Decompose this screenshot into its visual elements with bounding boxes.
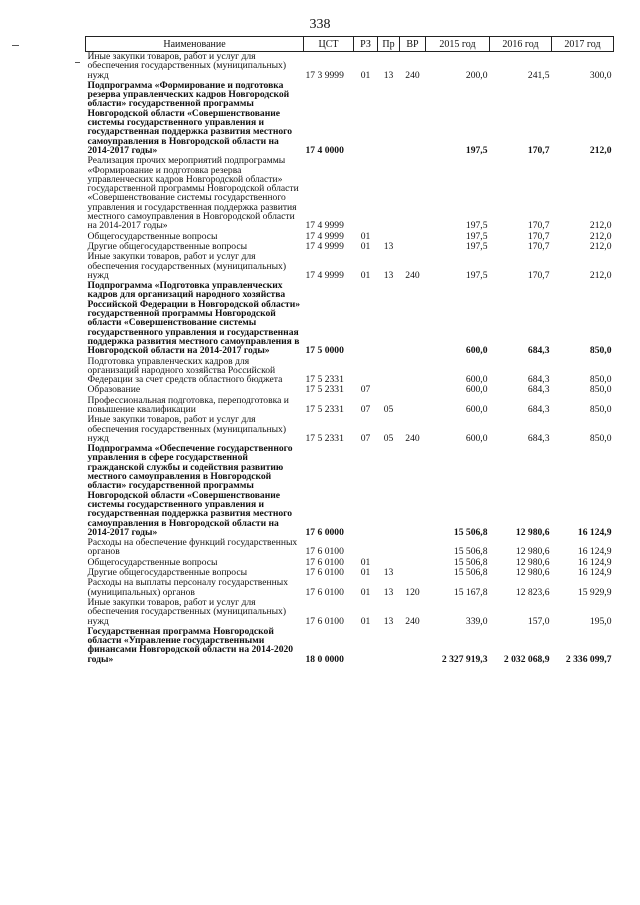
row-2016: 2 032 068,9 bbox=[503, 653, 550, 665]
row-2016: 12 980,6 bbox=[515, 556, 550, 568]
row-rz: 01 bbox=[360, 269, 371, 281]
row-rz bbox=[354, 156, 378, 231]
table-row bbox=[86, 627, 614, 665]
row-2015: 2 327 919,3 bbox=[441, 653, 488, 665]
row-2017: 16 124,9 bbox=[577, 567, 612, 579]
row-vr: 240 bbox=[405, 69, 420, 81]
row-pr bbox=[378, 357, 400, 386]
row-vr bbox=[400, 558, 426, 568]
row-rz: 01 bbox=[360, 586, 371, 598]
row-2015: 197,5 bbox=[465, 144, 488, 156]
row-2017: 16 124,9 bbox=[577, 546, 612, 558]
row-rz bbox=[354, 81, 378, 156]
row-2015: 197,5 bbox=[465, 220, 488, 232]
table-header-row bbox=[86, 37, 614, 52]
row-cst: 17 5 2331 bbox=[305, 384, 344, 396]
row-vr bbox=[400, 357, 426, 386]
row-2017: 850,0 bbox=[589, 384, 612, 396]
row-name: Государственная программа Новгородской области «Управление государственными финансами Новгородской области на 2014-2020 годы» bbox=[87, 625, 294, 665]
header-vr: ВР bbox=[400, 37, 426, 52]
row-2015: 197,5 bbox=[465, 240, 488, 252]
row-pr: 13 bbox=[383, 69, 394, 81]
row-2016: 241,5 bbox=[527, 69, 550, 81]
table-row bbox=[86, 444, 614, 538]
row-rz bbox=[354, 357, 378, 386]
row-2017: 300,0 bbox=[589, 69, 612, 81]
row-pr bbox=[378, 538, 400, 558]
row-2017: 212,0 bbox=[589, 220, 612, 232]
row-vr bbox=[400, 81, 426, 156]
row-2015: 197,5 bbox=[465, 269, 488, 281]
row-cst: 17 5 2331 bbox=[305, 403, 344, 415]
row-cst: 17 4 0000 bbox=[305, 144, 344, 156]
row-rz bbox=[354, 627, 378, 665]
row-vr bbox=[400, 242, 426, 252]
row-2016: 170,7 bbox=[527, 240, 550, 252]
row-pr: 13 bbox=[383, 615, 394, 627]
row-2016: 170,7 bbox=[527, 220, 550, 232]
row-2016: 170,7 bbox=[527, 230, 550, 242]
row-2017: 195,0 bbox=[589, 615, 612, 627]
row-name: Подготовка управленческих кадров для организаций народного хозяйства Российской Федерации за счет средств областного бюджета bbox=[87, 355, 283, 386]
row-2016: 684,3 bbox=[527, 345, 550, 357]
row-vr: 240 bbox=[405, 615, 420, 627]
row-2016: 684,3 bbox=[527, 403, 550, 415]
row-2017: 850,0 bbox=[589, 374, 612, 386]
margin-mark bbox=[12, 45, 19, 46]
row-vr bbox=[400, 444, 426, 538]
row-name: Подпрограмма «Подготовка управленческих кадров для организаций народного хозяйства Российской Федерации в Новгородской области» государственной программы Новгородской области «Совершенствование системы государственного управления и государственная поддержка развития местного самоуправления в Новгородской области на 2014-2017 годы» bbox=[87, 280, 301, 357]
row-2016: 12 823,6 bbox=[515, 586, 550, 598]
row-cst: 17 6 0100 bbox=[305, 567, 344, 579]
row-rz: 01 bbox=[360, 69, 371, 81]
header-name: Наименование bbox=[86, 37, 304, 52]
row-pr: 13 bbox=[383, 586, 394, 598]
row-cst: 17 5 0000 bbox=[305, 345, 344, 357]
row-pr bbox=[378, 444, 400, 538]
row-2015: 15 506,8 bbox=[453, 526, 488, 538]
row-rz bbox=[354, 444, 378, 538]
row-vr: 240 bbox=[405, 432, 420, 444]
header-cst: ЦСТ bbox=[304, 37, 354, 52]
table-row bbox=[86, 81, 614, 156]
row-pr bbox=[378, 385, 400, 395]
row-2015: 15 506,8 bbox=[453, 556, 488, 568]
row-pr bbox=[378, 156, 400, 231]
row-name: Подпрограмма «Обеспечение государственного управления в сфере государственной гражданской службы и содействия развитию местного самоуправления в Новгородской области» государственной программы Новгородской области «Совершенствование системы государственного управления и государственная поддержка развития местного самоуправления в Новгородской области на 2014-2017 годы» bbox=[87, 443, 293, 538]
row-rz: 01 bbox=[360, 615, 371, 627]
row-pr: 13 bbox=[383, 269, 394, 281]
row-cst: 17 6 0100 bbox=[305, 546, 344, 558]
row-rz: 01 bbox=[360, 556, 371, 568]
row-2017: 850,0 bbox=[589, 345, 612, 357]
row-2016: 12 980,6 bbox=[515, 567, 550, 579]
row-cst: 17 6 0100 bbox=[305, 586, 344, 598]
row-pr: 13 bbox=[383, 240, 394, 252]
row-pr: 13 bbox=[383, 567, 394, 579]
header-rz: РЗ bbox=[354, 37, 378, 52]
row-name: Иные закупки товаров, работ и услуг для обеспечения государственных (муниципальных) нужд bbox=[87, 596, 287, 627]
row-pr bbox=[378, 281, 400, 356]
row-2015: 197,5 bbox=[465, 230, 488, 242]
row-2016: 170,7 bbox=[527, 269, 550, 281]
row-pr: 05 bbox=[383, 432, 394, 444]
row-2016: 684,3 bbox=[527, 384, 550, 396]
table-body bbox=[86, 52, 614, 666]
row-name: Образование bbox=[87, 384, 141, 396]
row-cst: 17 3 9999 bbox=[305, 69, 344, 81]
row-rz: 07 bbox=[360, 384, 371, 396]
row-vr: 240 bbox=[405, 269, 420, 281]
row-cst: 17 6 0100 bbox=[305, 615, 344, 627]
row-cst: 17 6 0100 bbox=[305, 556, 344, 568]
row-2017: 2 336 099,7 bbox=[565, 653, 612, 665]
row-2015: 600,0 bbox=[465, 403, 488, 415]
row-pr bbox=[378, 81, 400, 156]
row-2016: 684,3 bbox=[527, 374, 550, 386]
row-name: Другие общегосударственные вопросы bbox=[87, 240, 248, 252]
header-2016: 2016 год bbox=[490, 37, 552, 52]
table-row bbox=[86, 578, 614, 598]
row-name: Иные закупки товаров, работ и услуг для обеспечения государственных (муниципальных) нужд bbox=[87, 51, 287, 81]
row-vr bbox=[400, 232, 426, 242]
table-row bbox=[86, 52, 614, 81]
row-pr bbox=[378, 627, 400, 665]
row-vr bbox=[400, 627, 426, 665]
row-2017: 16 124,9 bbox=[577, 526, 612, 538]
budget-table bbox=[85, 36, 614, 665]
row-cst: 17 5 2331 bbox=[305, 432, 344, 444]
margin-mark bbox=[75, 62, 80, 63]
row-vr: 120 bbox=[405, 586, 420, 598]
row-name: Общегосударственные вопросы bbox=[87, 230, 218, 242]
row-rz: 01 bbox=[360, 240, 371, 252]
table-row bbox=[86, 156, 614, 231]
row-rz bbox=[354, 281, 378, 356]
table-row bbox=[86, 357, 614, 386]
row-2017: 16 124,9 bbox=[577, 556, 612, 568]
row-rz: 07 bbox=[360, 432, 371, 444]
row-name: Общегосударственные вопросы bbox=[87, 556, 218, 568]
row-2015: 15 167,8 bbox=[453, 586, 488, 598]
row-rz: 01 bbox=[360, 567, 371, 579]
row-cst: 17 4 9999 bbox=[305, 220, 344, 232]
table-row bbox=[86, 538, 614, 558]
row-2015: 339,0 bbox=[465, 615, 488, 627]
header-2015: 2015 год bbox=[426, 37, 490, 52]
row-2017: 212,0 bbox=[589, 230, 612, 242]
row-2017: 15 929,9 bbox=[577, 586, 612, 598]
row-vr bbox=[400, 396, 426, 416]
table-row bbox=[86, 415, 614, 444]
table-row bbox=[86, 598, 614, 627]
header-pr: Пр bbox=[378, 37, 400, 52]
row-rz: 01 bbox=[360, 230, 371, 242]
row-vr bbox=[400, 385, 426, 395]
row-2017: 212,0 bbox=[589, 269, 612, 281]
row-2015: 600,0 bbox=[465, 432, 488, 444]
row-name: Реализация прочих мероприятий подпрограммы «Формирование и подготовка резерва управленческих кадров Новгородской области» государственной программы Новгородской области «Совершенствование системы государственного управления и государственная поддержка развития местного самоуправления в Новгородской области на 2014-2017 годы» bbox=[87, 155, 299, 232]
row-2017: 212,0 bbox=[589, 144, 612, 156]
row-name: Расходы на обеспечение функций государственных органов bbox=[87, 537, 298, 558]
row-cst: 17 6 0000 bbox=[305, 526, 344, 538]
table-row bbox=[86, 281, 614, 356]
row-2016: 684,3 bbox=[527, 432, 550, 444]
row-2017: 850,0 bbox=[589, 403, 612, 415]
row-name: Иные закупки товаров, работ и услуг для обеспечения государственных (муниципальных) нужд bbox=[87, 251, 287, 281]
row-2015: 200,0 bbox=[465, 69, 488, 81]
row-vr bbox=[400, 156, 426, 231]
row-name: Расходы на выплаты персоналу государственных (муниципальных) органов bbox=[87, 577, 289, 598]
row-name: Профессиональная подготовка, переподготовка и повышение квалификации bbox=[87, 394, 289, 415]
row-rz bbox=[354, 538, 378, 558]
row-rz: 07 bbox=[360, 403, 371, 415]
row-2017: 850,0 bbox=[589, 432, 612, 444]
row-2016: 157,0 bbox=[527, 615, 550, 627]
row-cst: 17 4 9999 bbox=[305, 269, 344, 281]
row-cst: 17 4 9999 bbox=[305, 240, 344, 252]
row-2016: 170,7 bbox=[527, 144, 550, 156]
row-vr bbox=[400, 281, 426, 356]
row-pr: 05 bbox=[383, 403, 394, 415]
header-2017: 2017 год bbox=[552, 37, 614, 52]
row-vr bbox=[400, 538, 426, 558]
row-2015: 600,0 bbox=[465, 374, 488, 386]
table-row bbox=[86, 396, 614, 416]
table-row bbox=[86, 252, 614, 281]
row-2016: 12 980,6 bbox=[515, 546, 550, 558]
row-cst: 18 0 0000 bbox=[305, 653, 344, 665]
row-2017: 212,0 bbox=[589, 240, 612, 252]
row-2015: 600,0 bbox=[465, 384, 488, 396]
row-2016: 12 980,6 bbox=[515, 526, 550, 538]
row-name: Иные закупки товаров, работ и услуг для обеспечения государственных (муниципальных) нужд bbox=[87, 414, 287, 444]
row-vr bbox=[400, 568, 426, 578]
row-2015: 15 506,8 bbox=[453, 546, 488, 558]
row-name: Другие общегосударственные вопросы bbox=[87, 567, 248, 579]
row-2015: 15 506,8 bbox=[453, 567, 488, 579]
page-number: 338 bbox=[309, 17, 331, 32]
row-cst: 17 5 2331 bbox=[305, 374, 344, 386]
row-2015: 600,0 bbox=[465, 345, 488, 357]
row-name: Подпрограмма «Формирование и подготовка резерва управленческих кадров Новгородской области» государственной программы Новгородской области «Совершенствование системы государственного управления и государственная поддержка развития местного самоуправления в Новгородской области на 2014-2017 годы» bbox=[87, 79, 293, 156]
row-cst: 17 4 9999 bbox=[305, 230, 344, 242]
